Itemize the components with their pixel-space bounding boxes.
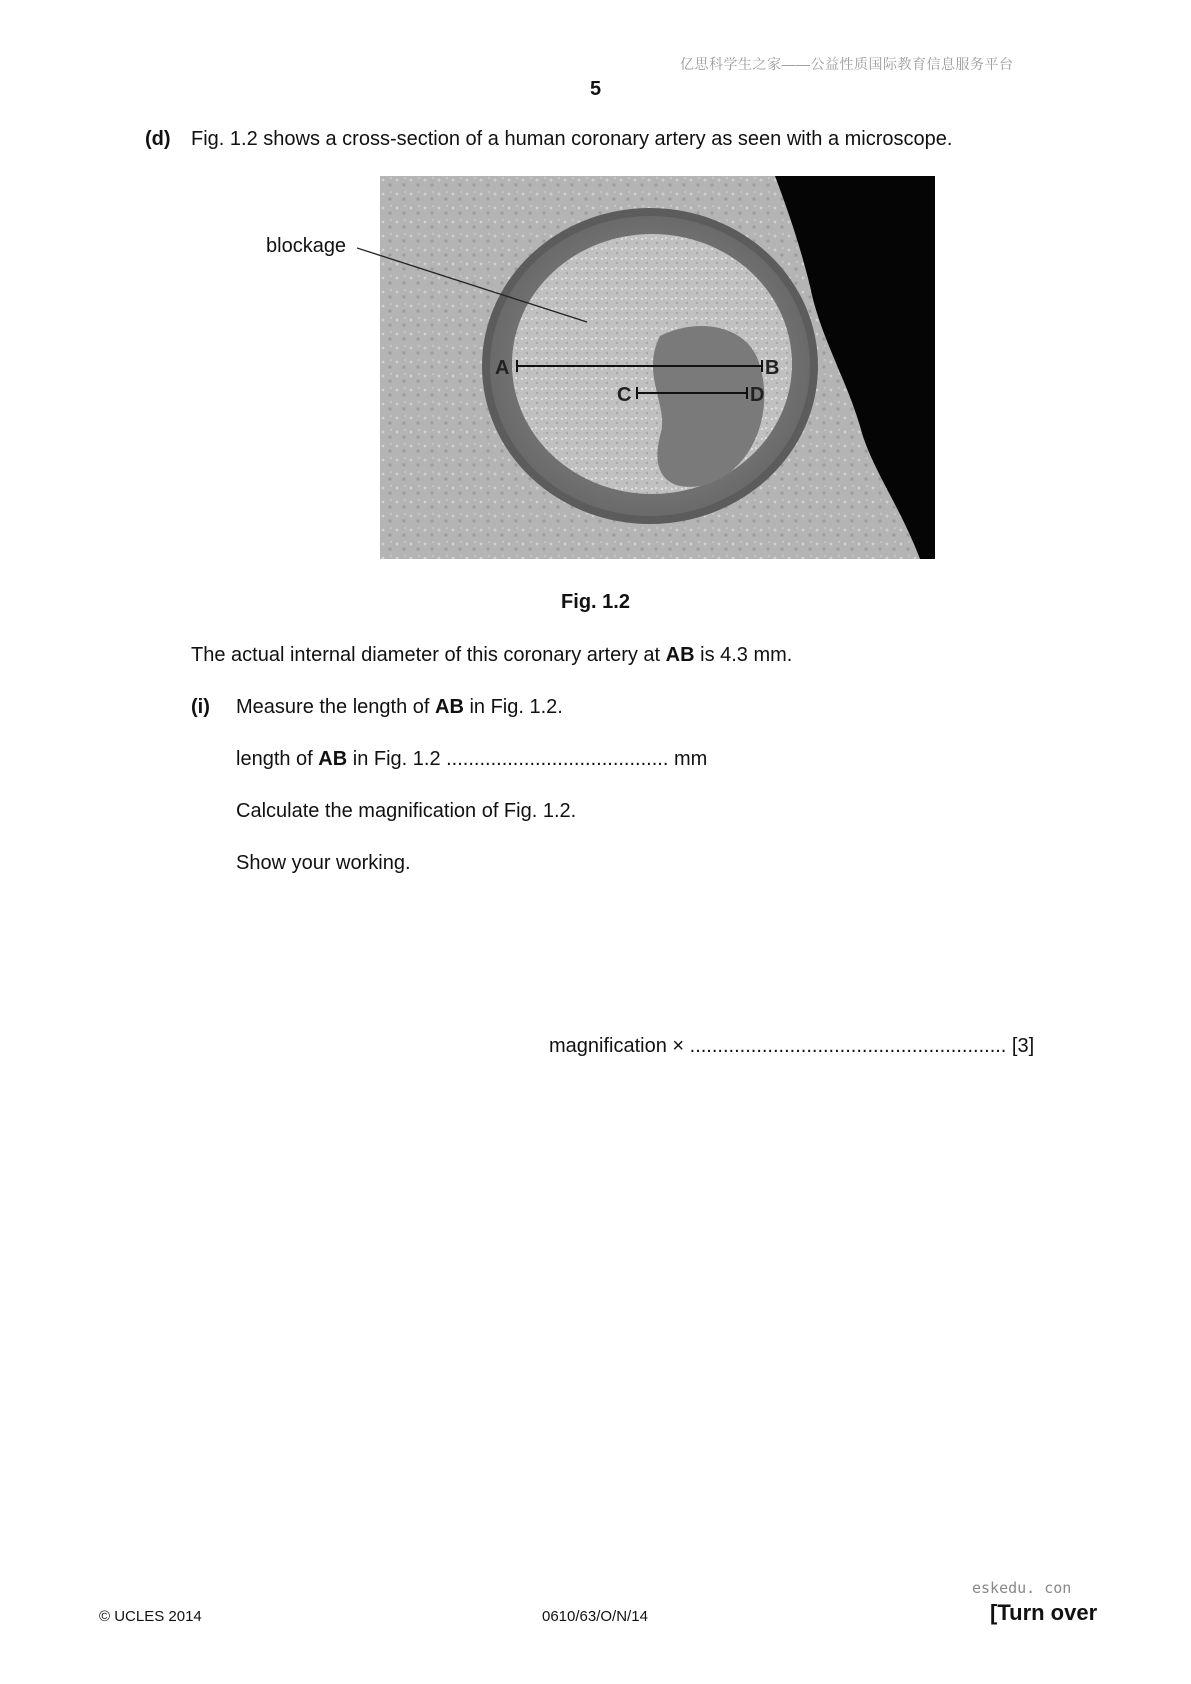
length-answer-line[interactable]: length of AB in Fig. 1.2 ........................................ mm bbox=[236, 748, 708, 770]
part-i-label: (i) bbox=[191, 696, 210, 718]
point-d-label: D bbox=[750, 384, 765, 406]
magnification-answer-line[interactable]: magnification × ......................................................... [3] bbox=[549, 1035, 1035, 1057]
footer-watermark: eskedu. con bbox=[972, 1579, 1072, 1597]
magnification-instruction: Calculate the magnification of Fig. 1.2. bbox=[236, 800, 577, 822]
footer-code: 0610/63/O/N/14 bbox=[542, 1608, 648, 1625]
measure-instruction: Measure the length of AB in Fig. 1.2. bbox=[236, 696, 563, 718]
footer-copyright: © UCLES 2014 bbox=[99, 1608, 202, 1625]
blockage-pointer-line bbox=[357, 240, 597, 330]
question-label: (d) bbox=[145, 128, 171, 150]
blockage-label: blockage bbox=[266, 235, 347, 257]
point-b-label: B bbox=[765, 357, 780, 379]
figure-caption: Fig. 1.2 bbox=[561, 591, 630, 613]
point-a-label: A bbox=[495, 357, 510, 379]
artery-micrograph bbox=[380, 176, 935, 559]
header-watermark: 亿思科学生之家——公益性质国际教育信息服务平台 bbox=[680, 56, 1014, 72]
page-number: 5 bbox=[589, 78, 602, 100]
diameter-statement: The actual internal diameter of this coronary artery at AB is 4.3 mm. bbox=[191, 644, 793, 666]
turn-over-label: [Turn over bbox=[990, 1600, 1098, 1625]
question-text: Fig. 1.2 shows a cross-section of a human coronary artery as seen with a microscope. bbox=[191, 128, 953, 150]
point-c-label: C bbox=[617, 384, 632, 406]
working-instruction: Show your working. bbox=[236, 852, 411, 874]
